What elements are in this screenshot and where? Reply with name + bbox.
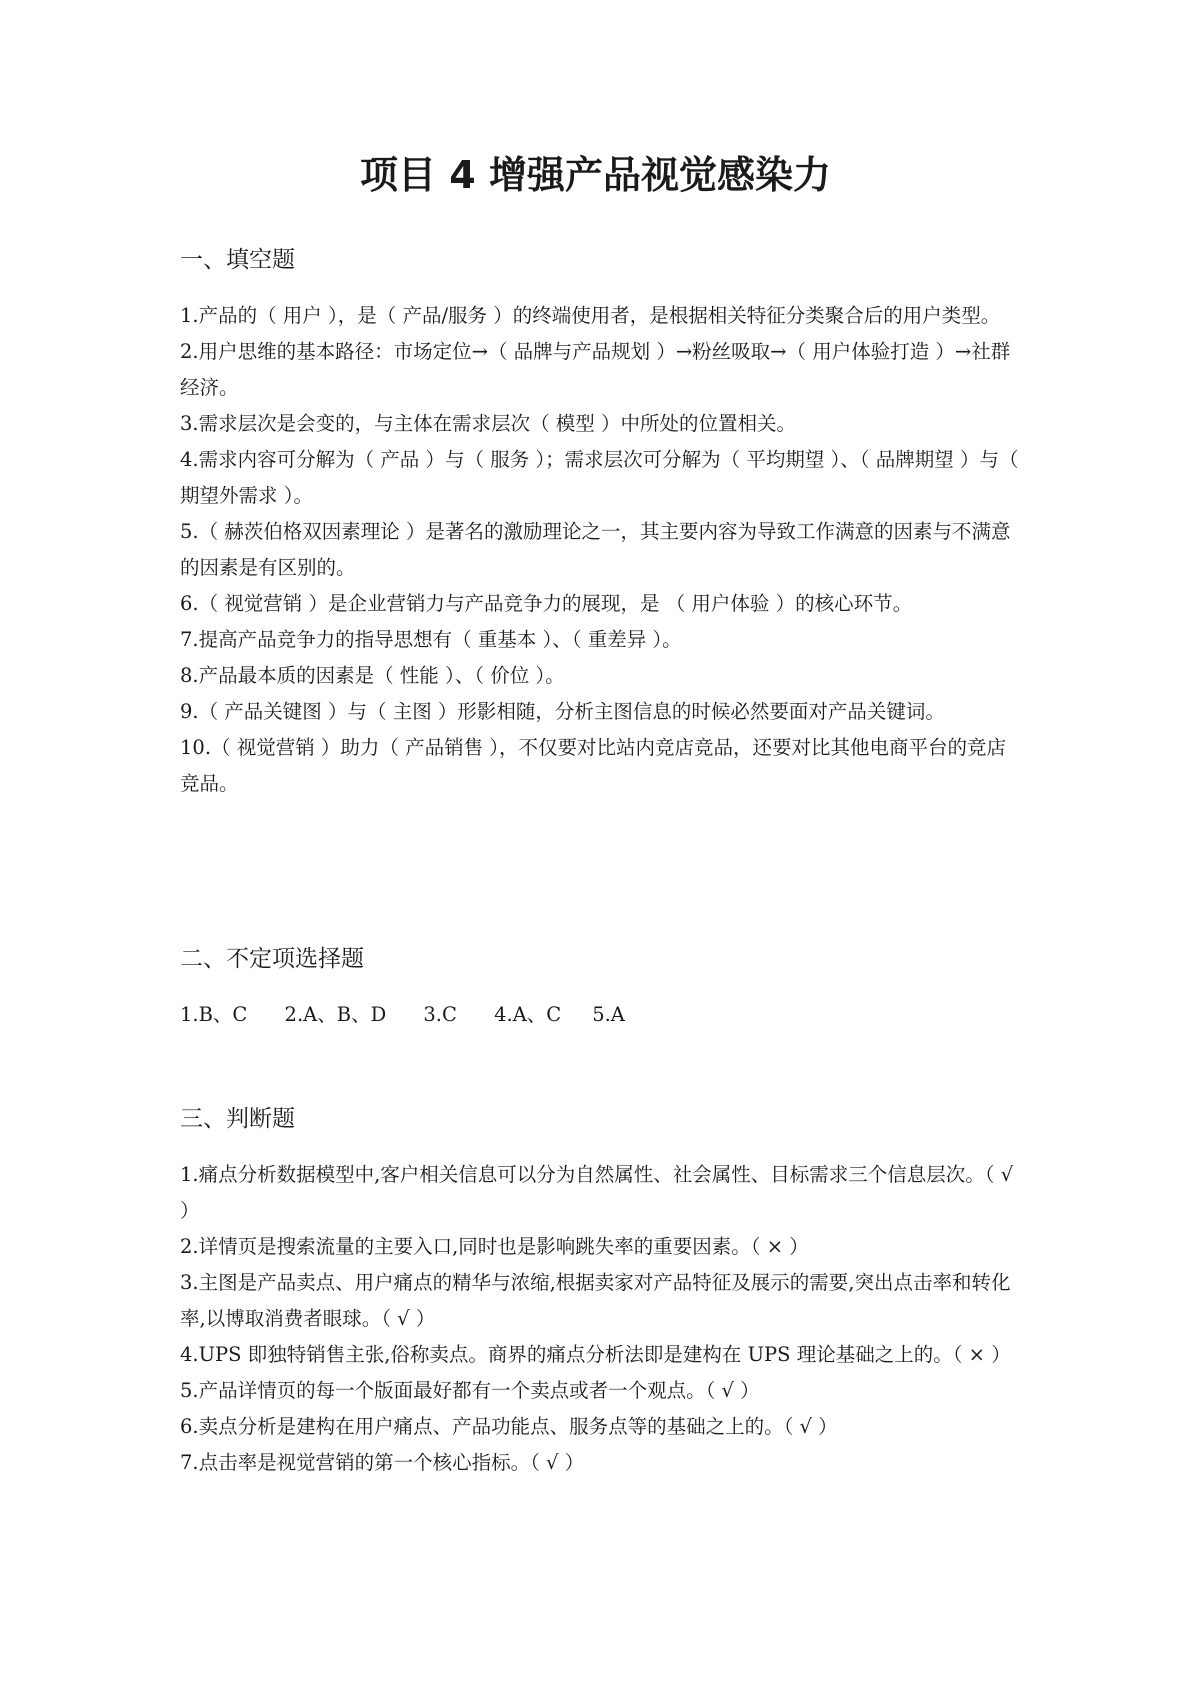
fill-blank-section [180, 244, 1020, 802]
fill-blank-heading: 一、填空题 [180, 247, 295, 273]
true-false-heading: 三、判断题 [180, 1106, 295, 1132]
true-false-item: 6.卖点分析是建构在用户痛点、产品功能点、服务点等的基础之上的。（ √ ） [180, 1415, 838, 1438]
fill-blank-item: 10.（ 视觉营销 ）助力（ 产品销售 ），不仅要对比站内竞店竞品，还要对比其他电商平台的竞店竞品。 [180, 736, 1007, 795]
true-false-section [180, 1103, 1020, 1481]
fill-blank-item: 3.需求层次是会变的，与主体在需求层次（ 模型 ）中所处的位置相关。 [180, 412, 797, 435]
true-false-item: 1.痛点分析数据模型中,客户相关信息可以分为自然属性、社会属性、目标需求三个信息层次。（ √ ） [180, 1163, 1014, 1222]
multi-choice-heading: 二、不定项选择题 [180, 946, 364, 972]
fill-blank-item: 2.用户思维的基本路径：市场定位→（ 品牌与产品规划 ）→粉丝吸取→（ 用户体验打造 ）→社群经济。 [180, 340, 1011, 399]
fill-blank-list [180, 298, 1020, 802]
multi-choice-section [180, 943, 1020, 1033]
true-false-item: 2.详情页是搜索流量的主要入口,同时也是影响跳失率的重要因素。（ × ） [180, 1235, 809, 1258]
fill-blank-item: 9.（ 产品关键图 ）与（ 主图 ）形影相随，分析主图信息的时候必然要面对产品关键词。 [180, 700, 945, 723]
fill-blank-item: 4.需求内容可分解为（ 产品 ）与（ 服务 ）；需求层次可分解为（ 平均期望 ）、（ 品牌期望 ）与（ 期望外需求 ）。 [180, 448, 1019, 507]
fill-blank-item: 6.（ 视觉营销 ）是企业营销力与产品竞争力的展现，是 （ 用户体验 ）的核心环节。 [180, 592, 913, 615]
multi-choice-answers: 1.B、C 2.A、B、D 3.C 4.A、C 5.A [180, 1003, 625, 1026]
true-false-item: 5.产品详情页的每一个版面最好都有一个卖点或者一个观点。（ √ ） [180, 1379, 760, 1402]
fill-blank-item: 7.提高产品竞争力的指导思想有（ 重基本 ）、（ 重差异 ）。 [180, 628, 682, 651]
fill-blank-item: 1.产品的（ 用户 ），是（ 产品/服务 ）的终端使用者，是根据相关特征分类聚合后的用户类型。 [180, 304, 1001, 327]
true-false-item: 4.UPS 即独特销售主张,俗称卖点。商界的痛点分析法即是建构在 UPS 理论基础之上的。（ × ） [180, 1343, 1011, 1366]
fill-blank-item: 8.产品最本质的因素是（ 性能 ）、（ 价位 ）。 [180, 664, 565, 687]
true-false-item: 7.点击率是视觉营销的第一个核心指标。（ √ ） [180, 1451, 585, 1474]
true-false-item: 3.主图是产品卖点、用户痛点的精华与浓缩,根据卖家对产品特征及展示的需要,突出点击率和转化率,以博取消费者眼球。（ √ ） [180, 1271, 1011, 1330]
true-false-list [180, 1157, 1020, 1481]
page-title: 项目 4 增强产品视觉感染力 [360, 153, 831, 197]
fill-blank-item: 5.（ 赫茨伯格双因素理论 ）是著名的激励理论之一，其主要内容为导致工作满意的因素与不满意的因素是有区别的。 [180, 520, 1011, 579]
